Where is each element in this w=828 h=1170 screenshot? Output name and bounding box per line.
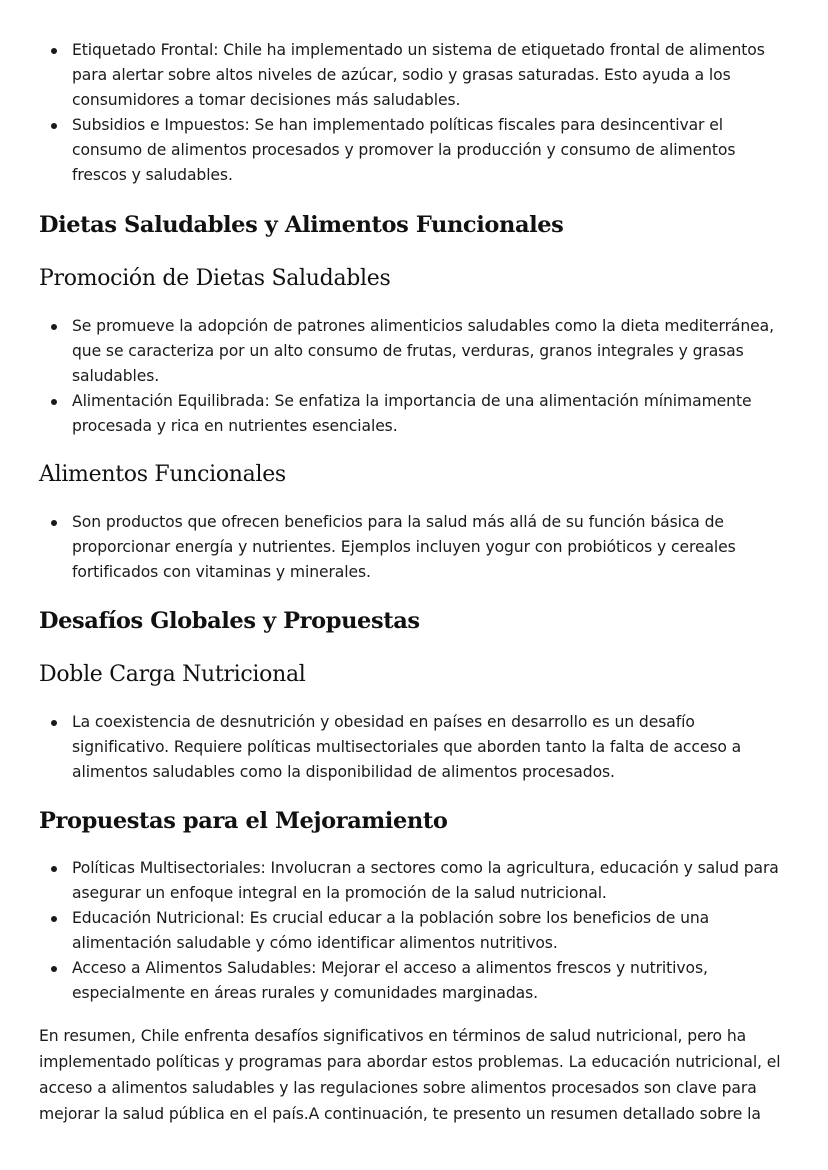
list-item: Políticas Multisectoriales: Involucran a sectores como la agricultura, educación y salud para asegurar un enfoque integral en la promoción de la salud nutricional. (0, 856, 828, 906)
list-item: Se promueve la adopción de patrones alimenticios saludables como la dieta mediterránea, que se caracteriza por un alto consumo de frutas, verduras, granos integrales y grasas saludables. (0, 314, 828, 389)
propuestas-list (0, 856, 828, 1006)
list-item: Acceso a Alimentos Saludables: Mejorar el acceso a alimentos frescos y nutritivos, especialmente en áreas rurales y comunidades marginadas. (0, 956, 828, 1006)
subsection-heading-promocion: Promoción de Dietas Saludables (39, 266, 391, 291)
list-item: Son productos que ofrecen beneficios para la salud más allá de su función básica de proporcionar energía y nutrientes. Ejemplos incluyen yogur con probióticos y cereales fortificados con vitaminas y minerales. (0, 510, 828, 585)
promocion-list (0, 314, 828, 439)
section-heading-desafios: Desafíos Globales y Propuestas (39, 608, 420, 634)
section-heading-dietas: Dietas Saludables y Alimentos Funcionales (39, 212, 564, 238)
subsection-heading-doble-carga: Doble Carga Nutricional (39, 662, 306, 687)
funcionales-list (0, 510, 828, 585)
summary-paragraph: En resumen, Chile enfrenta desafíos significativos en términos de salud nutricional, pero ha implementado políticas y programas para abordar estos problemas. La educación nutricional, el acceso a alimentos saludables y las regulaciones sobre alimentos procesados son clave para mejorar la salud pública en el país.A continuación, te presento un resumen detallado sobre la (39, 1027, 781, 1123)
subsection-heading-funcionales: Alimentos Funcionales (39, 462, 286, 487)
policy-list (0, 38, 828, 188)
list-item: Etiquetado Frontal: Chile ha implementado un sistema de etiquetado frontal de alimentos para alertar sobre altos niveles de azúcar, sodio y grasas saturadas. Esto ayuda a los consumidores a tomar decisiones más saludables. (0, 38, 828, 113)
list-item: Alimentación Equilibrada: Se enfatiza la importancia de una alimentación mínimamente procesada y rica en nutrientes esenciales. (0, 389, 828, 439)
section-heading-propuestas: Propuestas para el Mejoramiento (39, 808, 448, 834)
list-item: Subsidios e Impuestos: Se han implementado políticas fiscales para desincentivar el consumo de alimentos procesados y promover la producción y consumo de alimentos frescos y saludables. (0, 113, 828, 188)
list-item: Educación Nutricional: Es crucial educar a la población sobre los beneficios de una alimentación saludable y cómo identificar alimentos nutritivos. (0, 906, 828, 956)
list-item: La coexistencia de desnutrición y obesidad en países en desarrollo es un desafío significativo. Requiere políticas multisectoriales que aborden tanto la falta de acceso a alimentos saludables como la disponibilidad de alimentos procesados. (0, 710, 828, 785)
doble-carga-list (0, 710, 828, 785)
